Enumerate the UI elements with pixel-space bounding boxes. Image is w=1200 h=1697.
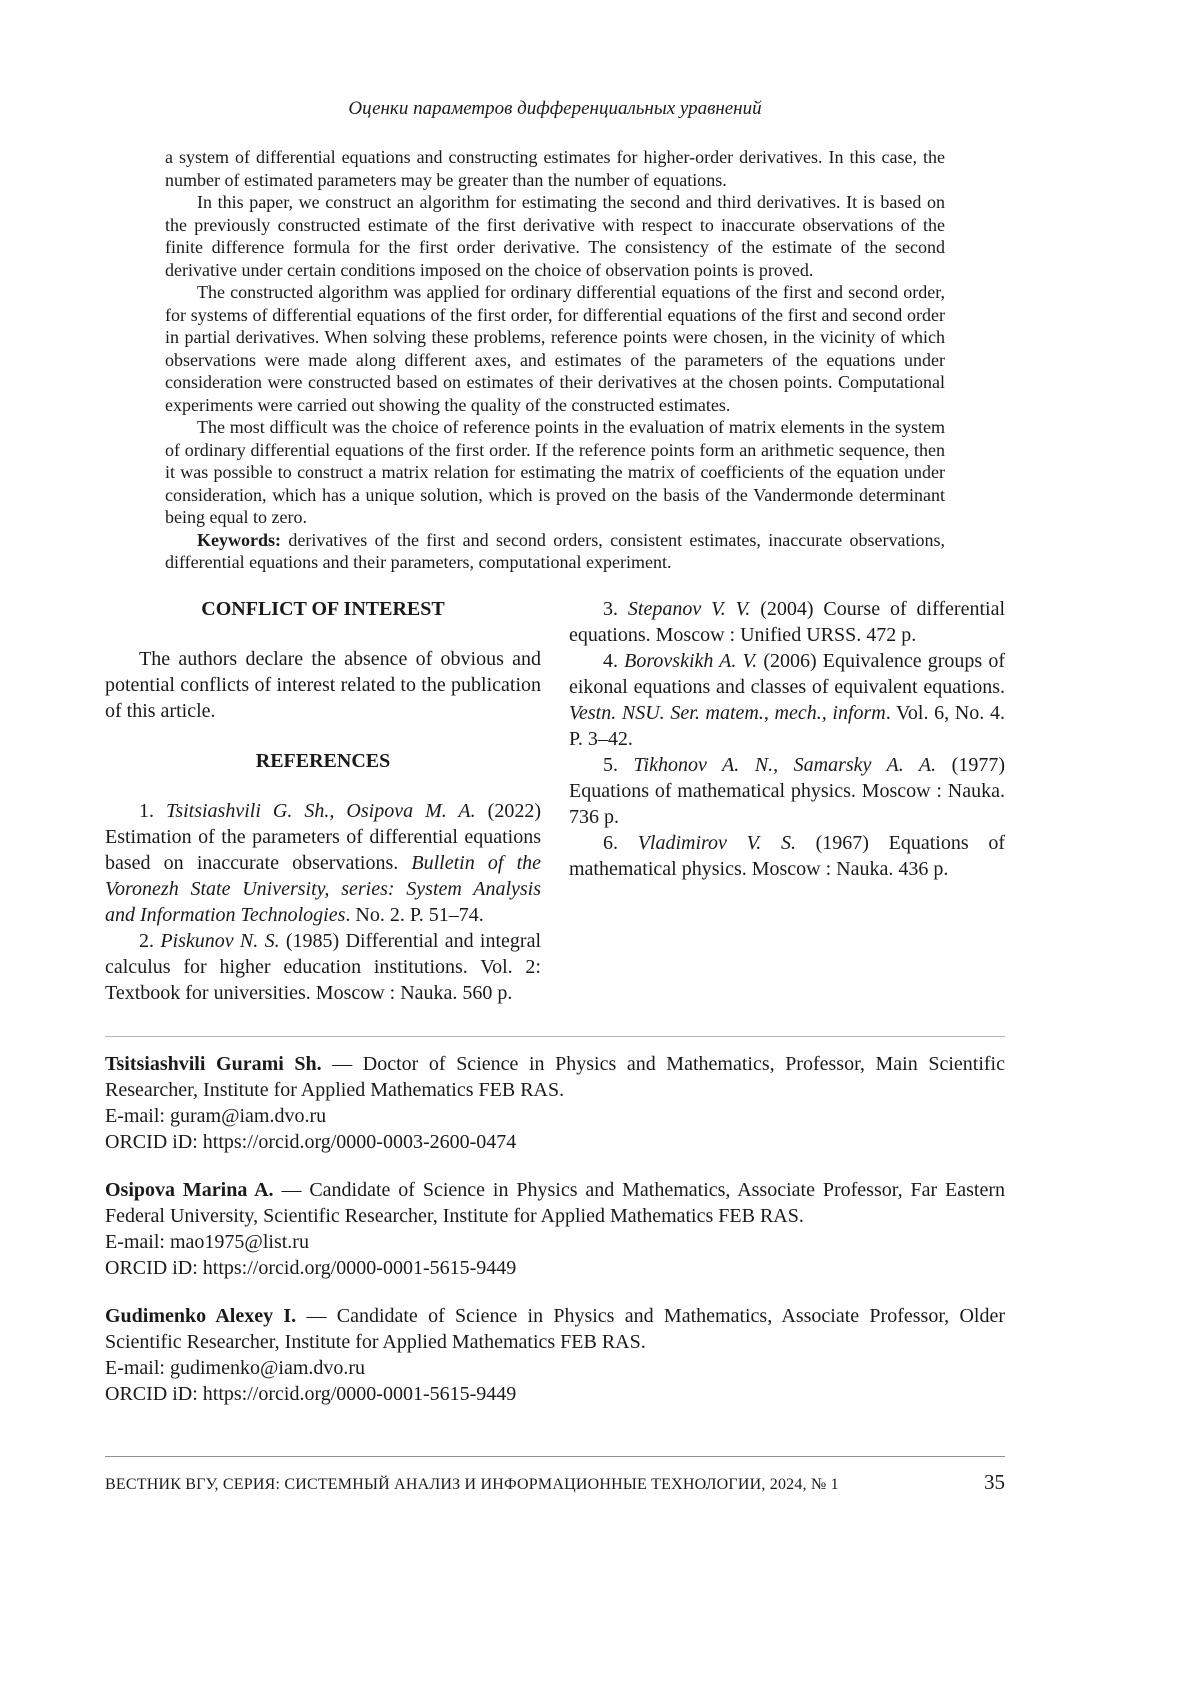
reference-text-segment: . No. 2. P. 51–74.	[345, 903, 484, 926]
reference-text-segment: 6.	[603, 831, 638, 854]
author-name: Osipova Marina A.	[105, 1178, 274, 1201]
author-entry	[105, 1177, 1005, 1281]
running-head: Оценки параметров дифференциальных уравнений	[348, 98, 762, 119]
author-bio	[105, 1177, 1005, 1229]
author-bio	[105, 1303, 1005, 1355]
author-orcid: ORCID iD: https://orcid.org/0000-0001-5615-9449	[105, 1382, 517, 1405]
page-footer	[105, 1456, 1005, 1495]
author-name: Gudimenko Alexey I.	[105, 1304, 297, 1327]
author-bio-text: — Candidate of Science in Physics and Mathematics, Associate Professor, Older Scientific Researcher, Institute for Applied Mathematics FEB RAS.	[105, 1304, 1005, 1353]
reference-text-segment: 1.	[139, 799, 167, 822]
reference-italic-segment: Bulletin of the Voronezh State University, series: System Analysis and Information Technologies	[105, 851, 541, 926]
two-column-section	[105, 596, 1005, 1028]
reference-text-segment: 5.	[603, 753, 634, 776]
reference-italic-segment: Stepanov V. V.	[627, 597, 751, 620]
reference-text-segment: (2006) Equivalence groups of eikonal equations and classes of equivalent equations.	[569, 649, 1005, 698]
reference-italic-segment: Tsitsiashvili G. Sh., Osipova M. A.	[166, 799, 476, 822]
abstract-paragraph: a system of differential equations and constructing estimates for higher-order derivatives. In this case, the number of estimated parameters may be greater than the number of equations.	[165, 147, 945, 190]
reference-text-segment: (2022) Estimation of the parameters of differential equations based on inaccurate observations.	[105, 799, 541, 874]
reference-item	[105, 798, 541, 928]
author-orcid: ORCID iD: https://orcid.org/0000-0001-5615-9449	[105, 1256, 517, 1279]
journal-title-line: ВЕСТНИК ВГУ, СЕРИЯ: СИСТЕМНЫЙ АНАЛИЗ И ИНФОРМАЦИОННЫЕ ТЕХНОЛОГИИ, 2024, № 1	[105, 1476, 839, 1493]
abstract-section	[165, 146, 945, 574]
author-entry	[105, 1303, 1005, 1407]
author-email: E-mail: mao1975@list.ru	[105, 1230, 309, 1253]
author-email: E-mail: guram@iam.dvo.ru	[105, 1104, 327, 1127]
reference-text-segment: (1985) Differential and integral calculus for higher education institutions. Vol. 2: Textbook for universities. Moscow : Nauka. 560 p.	[105, 929, 542, 1004]
keywords-label: Keywords:	[197, 529, 281, 550]
author-bio-text: — Candidate of Science in Physics and Mathematics, Associate Professor, Far Eastern Federal University, Scientific Researcher, Institute for Applied Mathematics FEB RAS.	[105, 1178, 1005, 1227]
reference-item	[569, 752, 1005, 830]
references-heading: REFERENCES	[255, 749, 391, 772]
abstract-paragraph: The most difficult was the choice of reference points in the evaluation of matrix elements in the system of ordinary differential equations of the first order. If the reference points form an arithmetic sequence, then it was possible to construct a matrix relation for estimating the matrix of coefficients of the equation under consideration, which has a unique solution, which is proved on the basis of the Vandermonde determinant being equal to zero.	[165, 417, 945, 527]
reference-item	[569, 648, 1005, 752]
authors-divider	[105, 1036, 1005, 1037]
reference-text-segment: (1977) Equations of mathematical physics. Moscow : Nauka. 736 p.	[569, 753, 1005, 828]
conflict-of-interest-text: The authors declare the absence of obvious and potential conflicts of interest related to the publication of this article.	[105, 647, 541, 722]
abstract-paragraph: In this paper, we construct an algorithm for estimating the second and third derivatives. It is based on the previously constructed estimate of the first derivative with respect to inaccurate observations of the finite difference formula for the first order derivative. The consistency of the estimate of the second derivative under certain conditions imposed on the choice of observation points is proved.	[165, 192, 945, 280]
reference-text-segment: (2004) Course of differential equations. Moscow : Unified URSS. 472 p.	[569, 597, 1005, 646]
reference-italic-segment: Piskunov N. S.	[160, 929, 280, 952]
authors-list	[105, 1051, 1005, 1407]
reference-italic-segment: Tikhonov A. N., Samarsky A. A.	[633, 753, 937, 776]
reference-item	[105, 928, 541, 1006]
keywords-text: derivatives of the first and second orders, consistent estimates, inaccurate observations, differential equations and their parameters, computational experiment.	[165, 529, 945, 572]
author-email: E-mail: gudimenko@iam.dvo.ru	[105, 1356, 366, 1379]
reference-text-segment: 3.	[603, 597, 628, 620]
author-entry	[105, 1051, 1005, 1155]
reference-text-segment: (1967) Equations of mathematical physics. Moscow : Nauka. 436 p.	[569, 831, 1005, 880]
keywords-line	[165, 529, 945, 574]
author-bio	[105, 1051, 1005, 1103]
page-number: 35	[984, 1470, 1005, 1494]
reference-italic-segment: Vestn. NSU. Ser. matem., mech., inform	[569, 701, 886, 724]
reference-italic-segment: Vladimirov V. S.	[637, 831, 796, 854]
author-name: Tsitsiashvili Gurami Sh.	[105, 1052, 322, 1075]
reference-item	[569, 830, 1005, 882]
reference-text-segment: . Vol. 6, No. 4. P. 3–42.	[569, 701, 1005, 750]
abstract-paragraph: The constructed algorithm was applied for ordinary differential equations of the first and second order, for systems of differential equations of the first order, for differential equations of the first and second order in partial derivatives. When solving these problems, reference points were chosen, in the vicinity of which observations were made along different axes, and estimates of the parameters of the equations under consideration were constructed based on estimates of their derivatives at the chosen points. Computational experiments were carried out showing the quality of the constructed estimates.	[165, 282, 945, 415]
reference-item	[569, 596, 1005, 648]
author-bio-text: — Doctor of Science in Physics and Mathematics, Professor, Main Scientific Researcher, Institute for Applied Mathematics FEB RAS.	[105, 1052, 1005, 1101]
reference-text-segment: 4.	[603, 649, 625, 672]
reference-italic-segment: Borovskikh A. V.	[624, 649, 758, 672]
reference-text-segment: 2.	[139, 929, 161, 952]
author-orcid: ORCID iD: https://orcid.org/0000-0003-2600-0474	[105, 1130, 517, 1153]
authors-section	[105, 1051, 1005, 1407]
conflict-of-interest-heading: CONFLICT OF INTEREST	[201, 597, 445, 620]
